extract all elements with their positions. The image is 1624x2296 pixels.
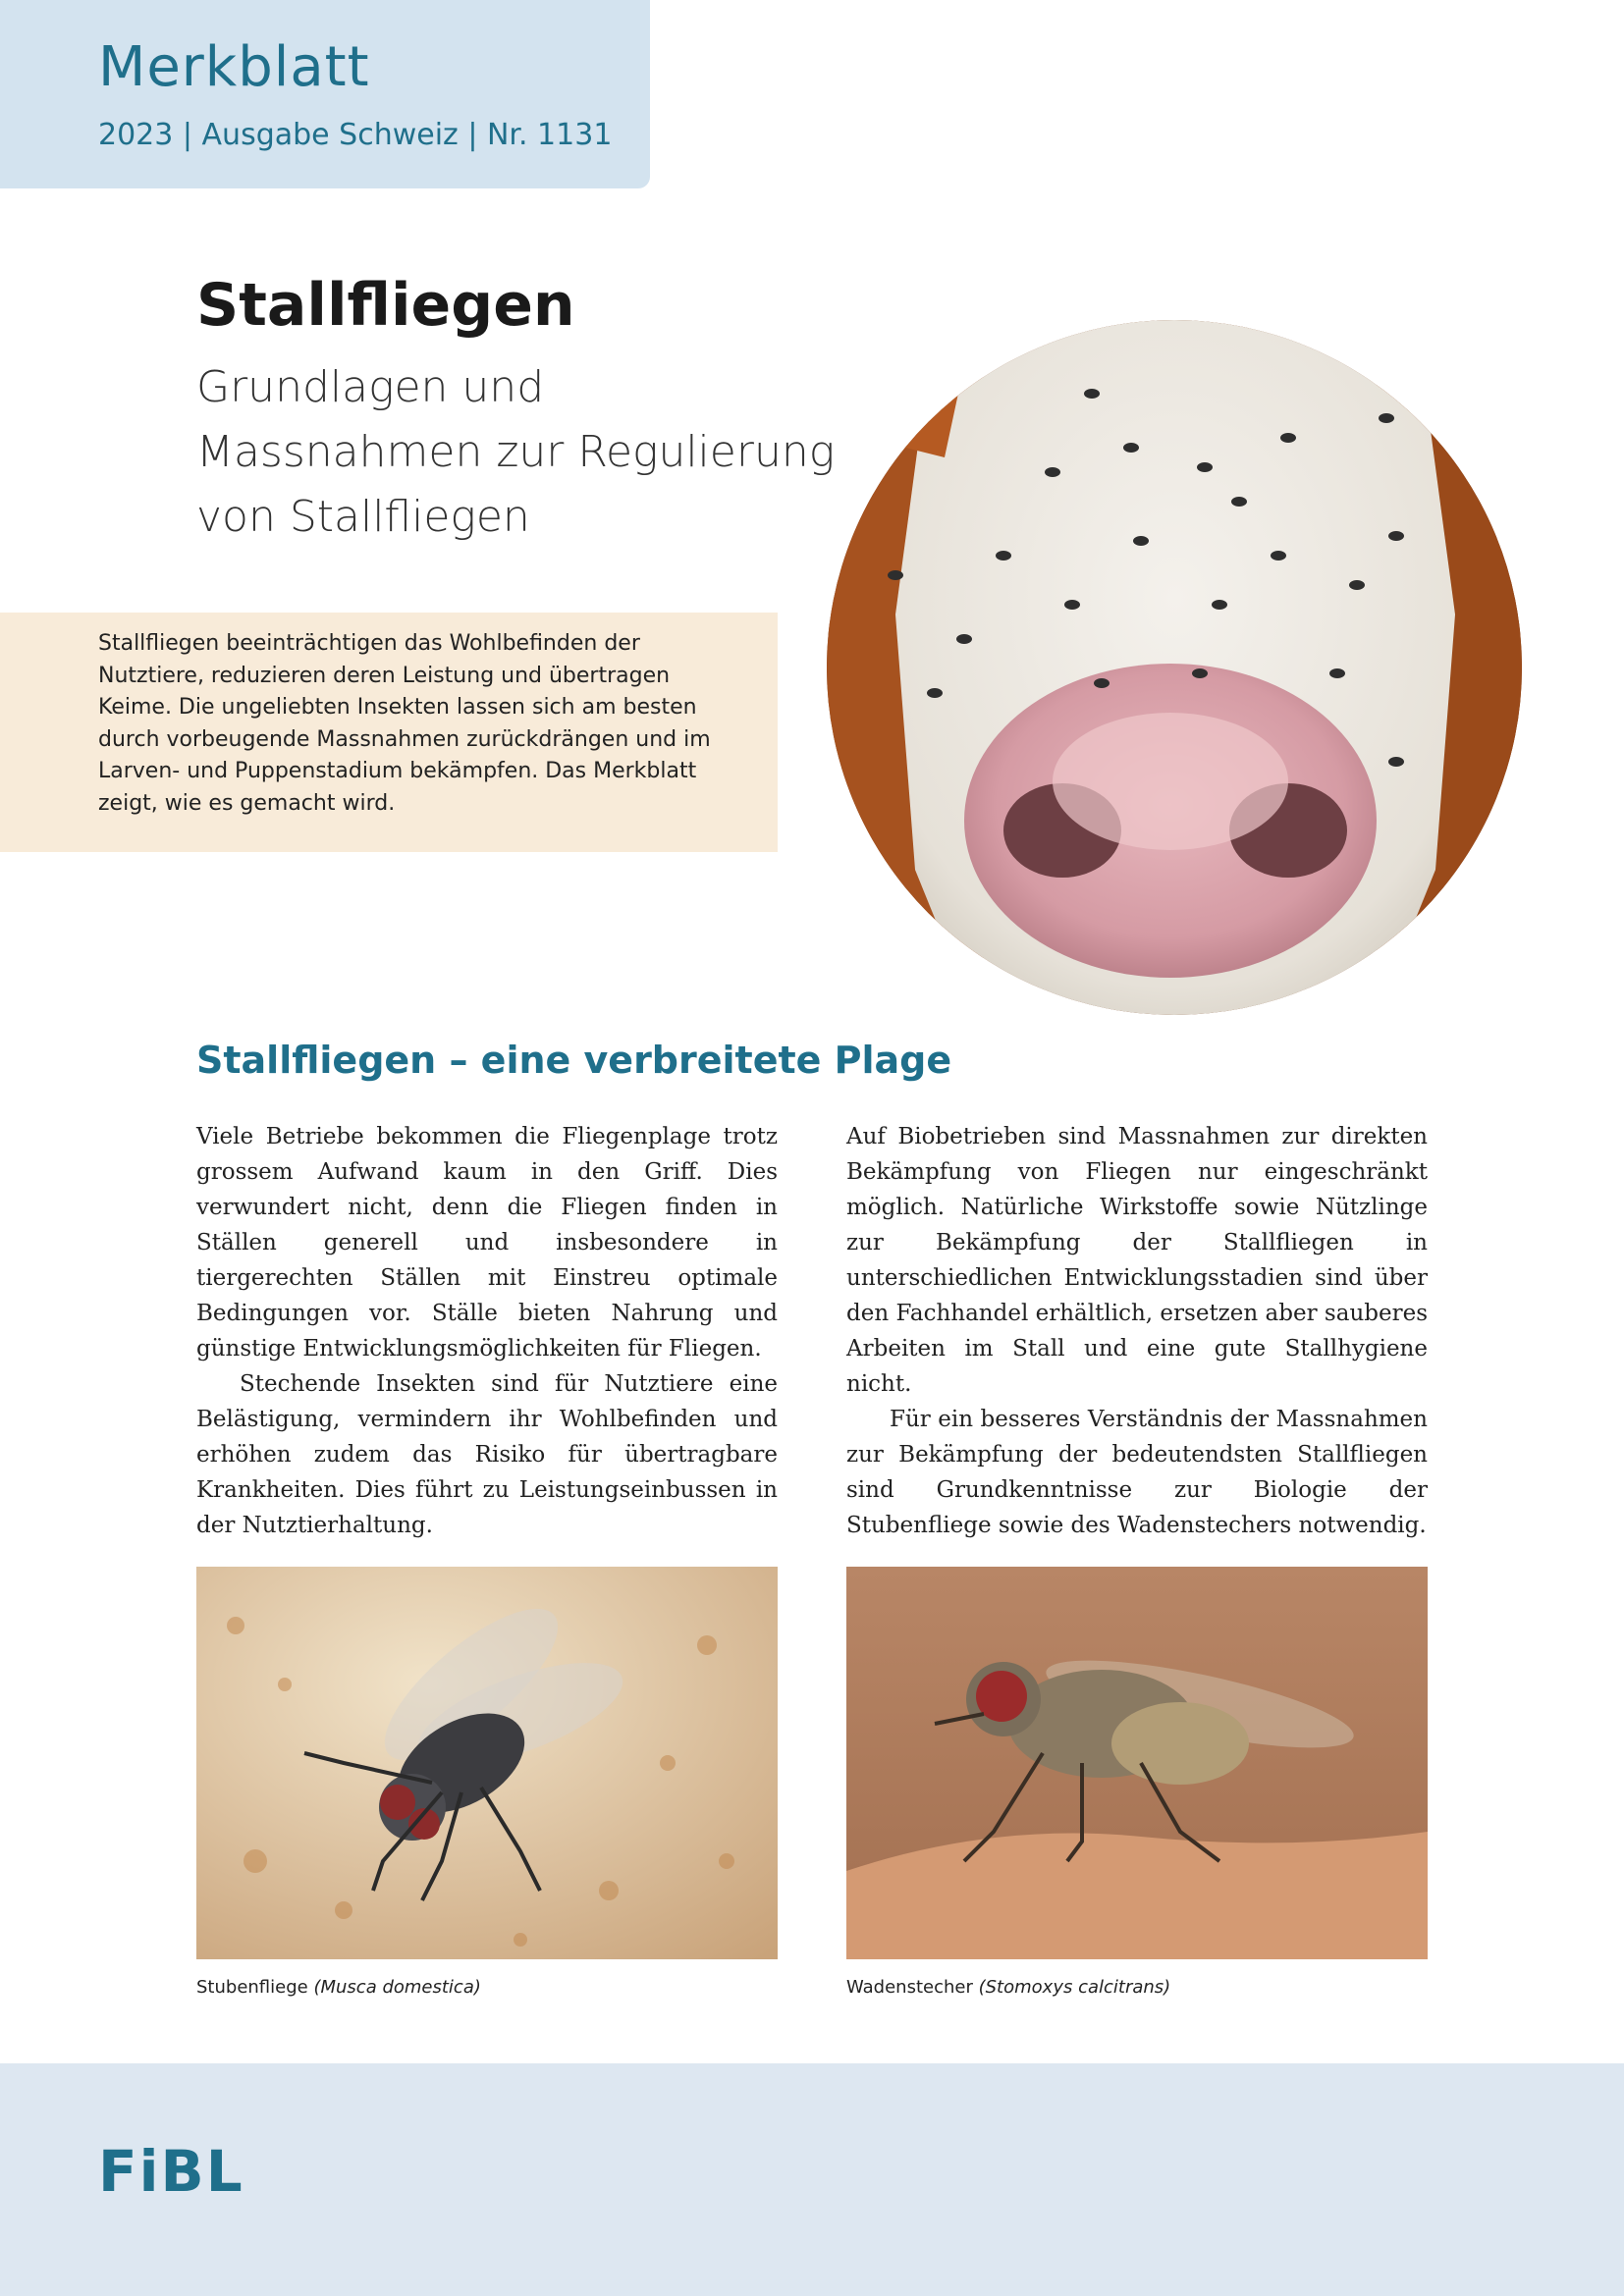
paragraph: Viele Betriebe bekommen die Fliegenplage trotz grossem Aufwand kaum in den Griff. Dies verwundert nicht, denn die Fliegen finden in Ställen generell und insbesondere in tiergerechten Ställen mit Einstreu optimale Bedingungen vor. Ställe bieten Nahrung und günstige Entwicklungsmöglichkeiten für Fliegen. [196, 1124, 778, 1362]
header-title: Merkblatt [98, 35, 370, 99]
page-title: Stallfliegen [196, 271, 575, 340]
caption-stablefly [846, 1977, 1170, 1998]
page-subtitle [196, 355, 844, 550]
subtitle-line: Grundlagen und [196, 362, 545, 412]
caption-latin: (Stomoxys calcitrans) [978, 1977, 1171, 1998]
caption-housefly [196, 1977, 481, 1998]
header-banner [0, 0, 650, 188]
subtitle-line: Massnahmen zur Regulierung [196, 427, 836, 477]
subtitle-line: von Stallfliegen [196, 492, 530, 542]
intro-box [0, 613, 778, 852]
fibl-logo: FiBL [98, 2138, 244, 2205]
housefly-photo [196, 1567, 778, 1959]
footer [0, 2063, 1624, 2296]
housefly-illustration [196, 1567, 778, 1959]
caption-latin: (Musca domestica) [313, 1977, 481, 1998]
cow-face-illustration [827, 320, 1522, 1015]
intro-text: Stallfliegen beeinträchtigen das Wohlbefinden der Nutztiere, reduzieren deren Leistung und übertragen Keime. Die ungeliebten Insekten lassen sich am besten durch vorbeugende Massnahmen zurückdrängen und im Larven- und Puppenstadium bekämpfen. Das Merkblatt zeigt, wie es gemacht wird. [98, 631, 711, 816]
paragraph: Für ein besseres Verständnis der Massnahmen zur Bekämpfung der bedeutendsten Stallfliegen sind Grundkenntnisse zur Biologie der Stubenfliege sowie des Wadenstechers notwendig. [846, 1407, 1428, 1538]
section-heading: Stallfliegen – eine verbreitete Plage [196, 1039, 952, 1082]
right-column [846, 1119, 1428, 1543]
stablefly-photo [846, 1567, 1428, 1959]
header-edition: 2023 | Ausgabe Schweiz | Nr. 1131 [98, 118, 613, 152]
paragraph: Stechende Insekten sind für Nutztiere eine Belästigung, vermindern ihr Wohlbefinden und erhöhen zudem das Risiko für übertragbare Krankheiten. Dies führt zu Leistungseinbussen in der Nutztierhaltung. [196, 1371, 778, 1538]
caption-name: Wadenstecher [846, 1977, 973, 1998]
left-column [196, 1119, 778, 1543]
stablefly-illustration [846, 1567, 1428, 1959]
caption-name: Stubenfliege [196, 1977, 308, 1998]
paragraph: Auf Biobetrieben sind Massnahmen zur direkten Bekämpfung von Fliegen nur eingeschränkt möglich. Natürliche Wirkstoffe sowie Nützlinge zur Bekämpfung der Stallfliegen in unterschiedlichen Entwicklungsstadien sind über den Fachhandel erhältlich, ersetzen aber sauberes Arbeiten im Stall und eine gute Stallhygiene nicht. [846, 1124, 1428, 1397]
hero-cow-image [827, 320, 1522, 1015]
